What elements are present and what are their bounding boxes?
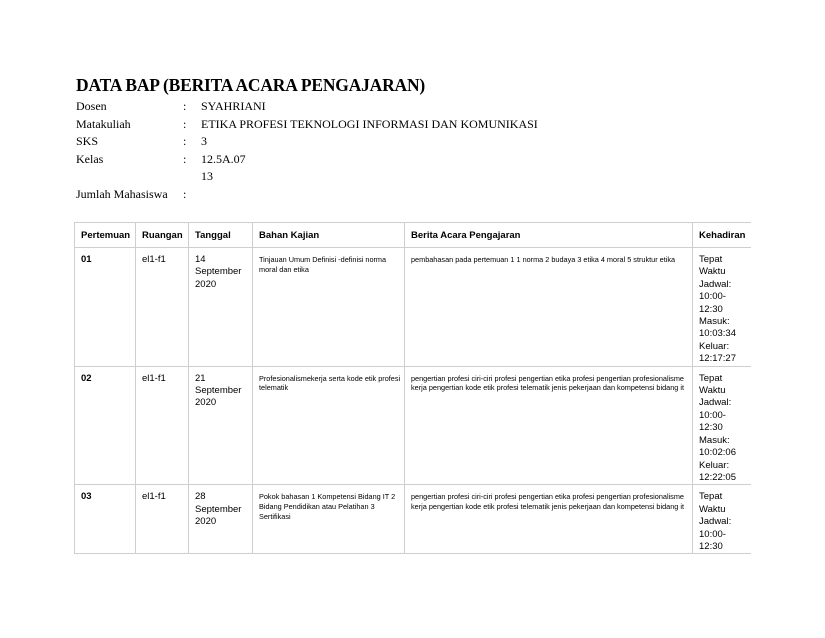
cell-tanggal [189, 366, 253, 485]
header-pertemuan: Pertemuan [75, 223, 136, 248]
kehadiran-line: 10:02:06 [699, 447, 736, 459]
tanggal-day: 28 [195, 491, 206, 503]
tanggal-month: September [195, 266, 242, 278]
cell-kehadiran [693, 485, 752, 554]
cell-kehadiran [693, 248, 752, 367]
cell-pertemuan: 03 [75, 485, 136, 554]
header-berita-acara: Berita Acara Pengajaran [405, 223, 693, 248]
info-separator: : [183, 134, 187, 149]
kehadiran-line: 12:30 [699, 422, 723, 434]
cell-bahan-kajian: Profesionalismekerja serta kode etik profesi telematik [253, 366, 405, 485]
kehadiran-line: Masuk: [699, 434, 730, 446]
tanggal-month: September [195, 503, 242, 515]
table-row [75, 248, 752, 367]
cell-berita-acara: pengertian profesi ciri-ciri profesi pengertian etika profesi pengertian profesionalisme kerja pengertian kode etik profesi telematik jenis pekerjaan dan kompetensi bidang it [405, 485, 693, 554]
kehadiran-line: Jadwal: [699, 397, 732, 409]
kehadiran-line: Keluar: [699, 340, 730, 352]
cell-bahan-kajian: Tinjauan Umum Definisi -definisi norma moral dan etika [253, 248, 405, 367]
tanggal-month: September [195, 385, 242, 397]
kehadiran-line: Tepat [699, 372, 723, 384]
info-label: SKS [76, 134, 99, 149]
kehadiran-line: Keluar: [699, 459, 730, 471]
kehadiran-line: 10:03:34 [699, 328, 736, 340]
info-separator: : [183, 99, 187, 113]
kehadiran-line: Tepat [699, 254, 723, 265]
bap-table [74, 222, 751, 554]
cell-tanggal [189, 485, 253, 554]
header-bahan-kajian: Bahan Kajian [253, 223, 405, 248]
kehadiran-line: 12:17:27 [699, 353, 736, 365]
info-value: SYAHRIANI [201, 99, 266, 113]
kehadiran-line: Waktu [699, 503, 726, 515]
cell-kehadiran [693, 366, 752, 485]
table-header-row [75, 223, 752, 248]
table-row [75, 366, 752, 485]
kehadiran-line: 10:00- [699, 409, 726, 421]
info-separator: : [183, 186, 187, 201]
kehadiran-line: 12:30 [699, 303, 723, 315]
cell-berita-acara: pengertian profesi ciri-ciri profesi pengertian etika profesi pengertian profesionalisme kerja pengertian kode etik profesi telematik jenis pekerjaan dan kompetensi bidang it [405, 366, 693, 485]
info-value: 12.5A.07 [201, 151, 246, 166]
info-label: Jumlah Mahasiswa [76, 186, 168, 201]
kehadiran-line: Waktu [699, 385, 726, 397]
kehadiran-line: Jadwal: [699, 516, 732, 528]
kehadiran-line: 12:22:05 [699, 471, 736, 483]
info-separator: : [183, 116, 187, 131]
cell-bahan-kajian: Pokok bahasan 1 Kompetensi Bidang IT 2 Bidang Pendidikan atau Pelatihan 3 Sertifikasi [253, 485, 405, 554]
info-separator: : [183, 151, 187, 166]
tanggal-day: 14 [195, 254, 206, 265]
kehadiran-line: 12:30 [699, 540, 723, 552]
header-ruangan: Ruangan [136, 223, 189, 248]
tanggal-year: 2020 [195, 516, 217, 528]
tanggal-day: 21 [195, 372, 206, 384]
info-value: ETIKA PROFESI TEKNOLOGI INFORMASI DAN KOMUNIKASI [201, 116, 538, 131]
info-label: Kelas [76, 151, 104, 166]
info-label: Matakuliah [76, 116, 131, 131]
kehadiran-line: Tepat [699, 491, 723, 503]
kehadiran-line: 10:00- [699, 528, 726, 540]
header-kehadiran: Kehadiran [693, 223, 752, 248]
kehadiran-line: Waktu [699, 266, 726, 278]
kehadiran-line: 10:00- [699, 291, 726, 303]
kehadiran-line: Masuk: [699, 316, 730, 328]
header-tanggal: Tanggal [189, 223, 253, 248]
cell-ruangan: el1-f1 [136, 366, 189, 485]
bap-table-container [74, 222, 751, 563]
table-row [75, 485, 752, 554]
tanggal-year: 2020 [195, 278, 217, 290]
cell-pertemuan: 01 [75, 248, 136, 367]
info-label: Dosen [76, 99, 107, 113]
cell-ruangan: el1-f1 [136, 248, 189, 367]
kehadiran-line: Jadwal: [699, 278, 732, 290]
info-value: 13 [201, 169, 213, 184]
cell-ruangan: el1-f1 [136, 485, 189, 554]
document-title: DATA BAP (BERITA ACARA PENGAJARAN) [76, 75, 426, 95]
cell-pertemuan: 02 [75, 366, 136, 485]
tanggal-year: 2020 [195, 397, 217, 409]
info-value: 3 [201, 134, 207, 149]
cell-tanggal [189, 248, 253, 367]
cell-berita-acara: pembahasan pada pertemuan 1 1 norma 2 budaya 3 etika 4 moral 5 struktur etika [405, 248, 693, 367]
